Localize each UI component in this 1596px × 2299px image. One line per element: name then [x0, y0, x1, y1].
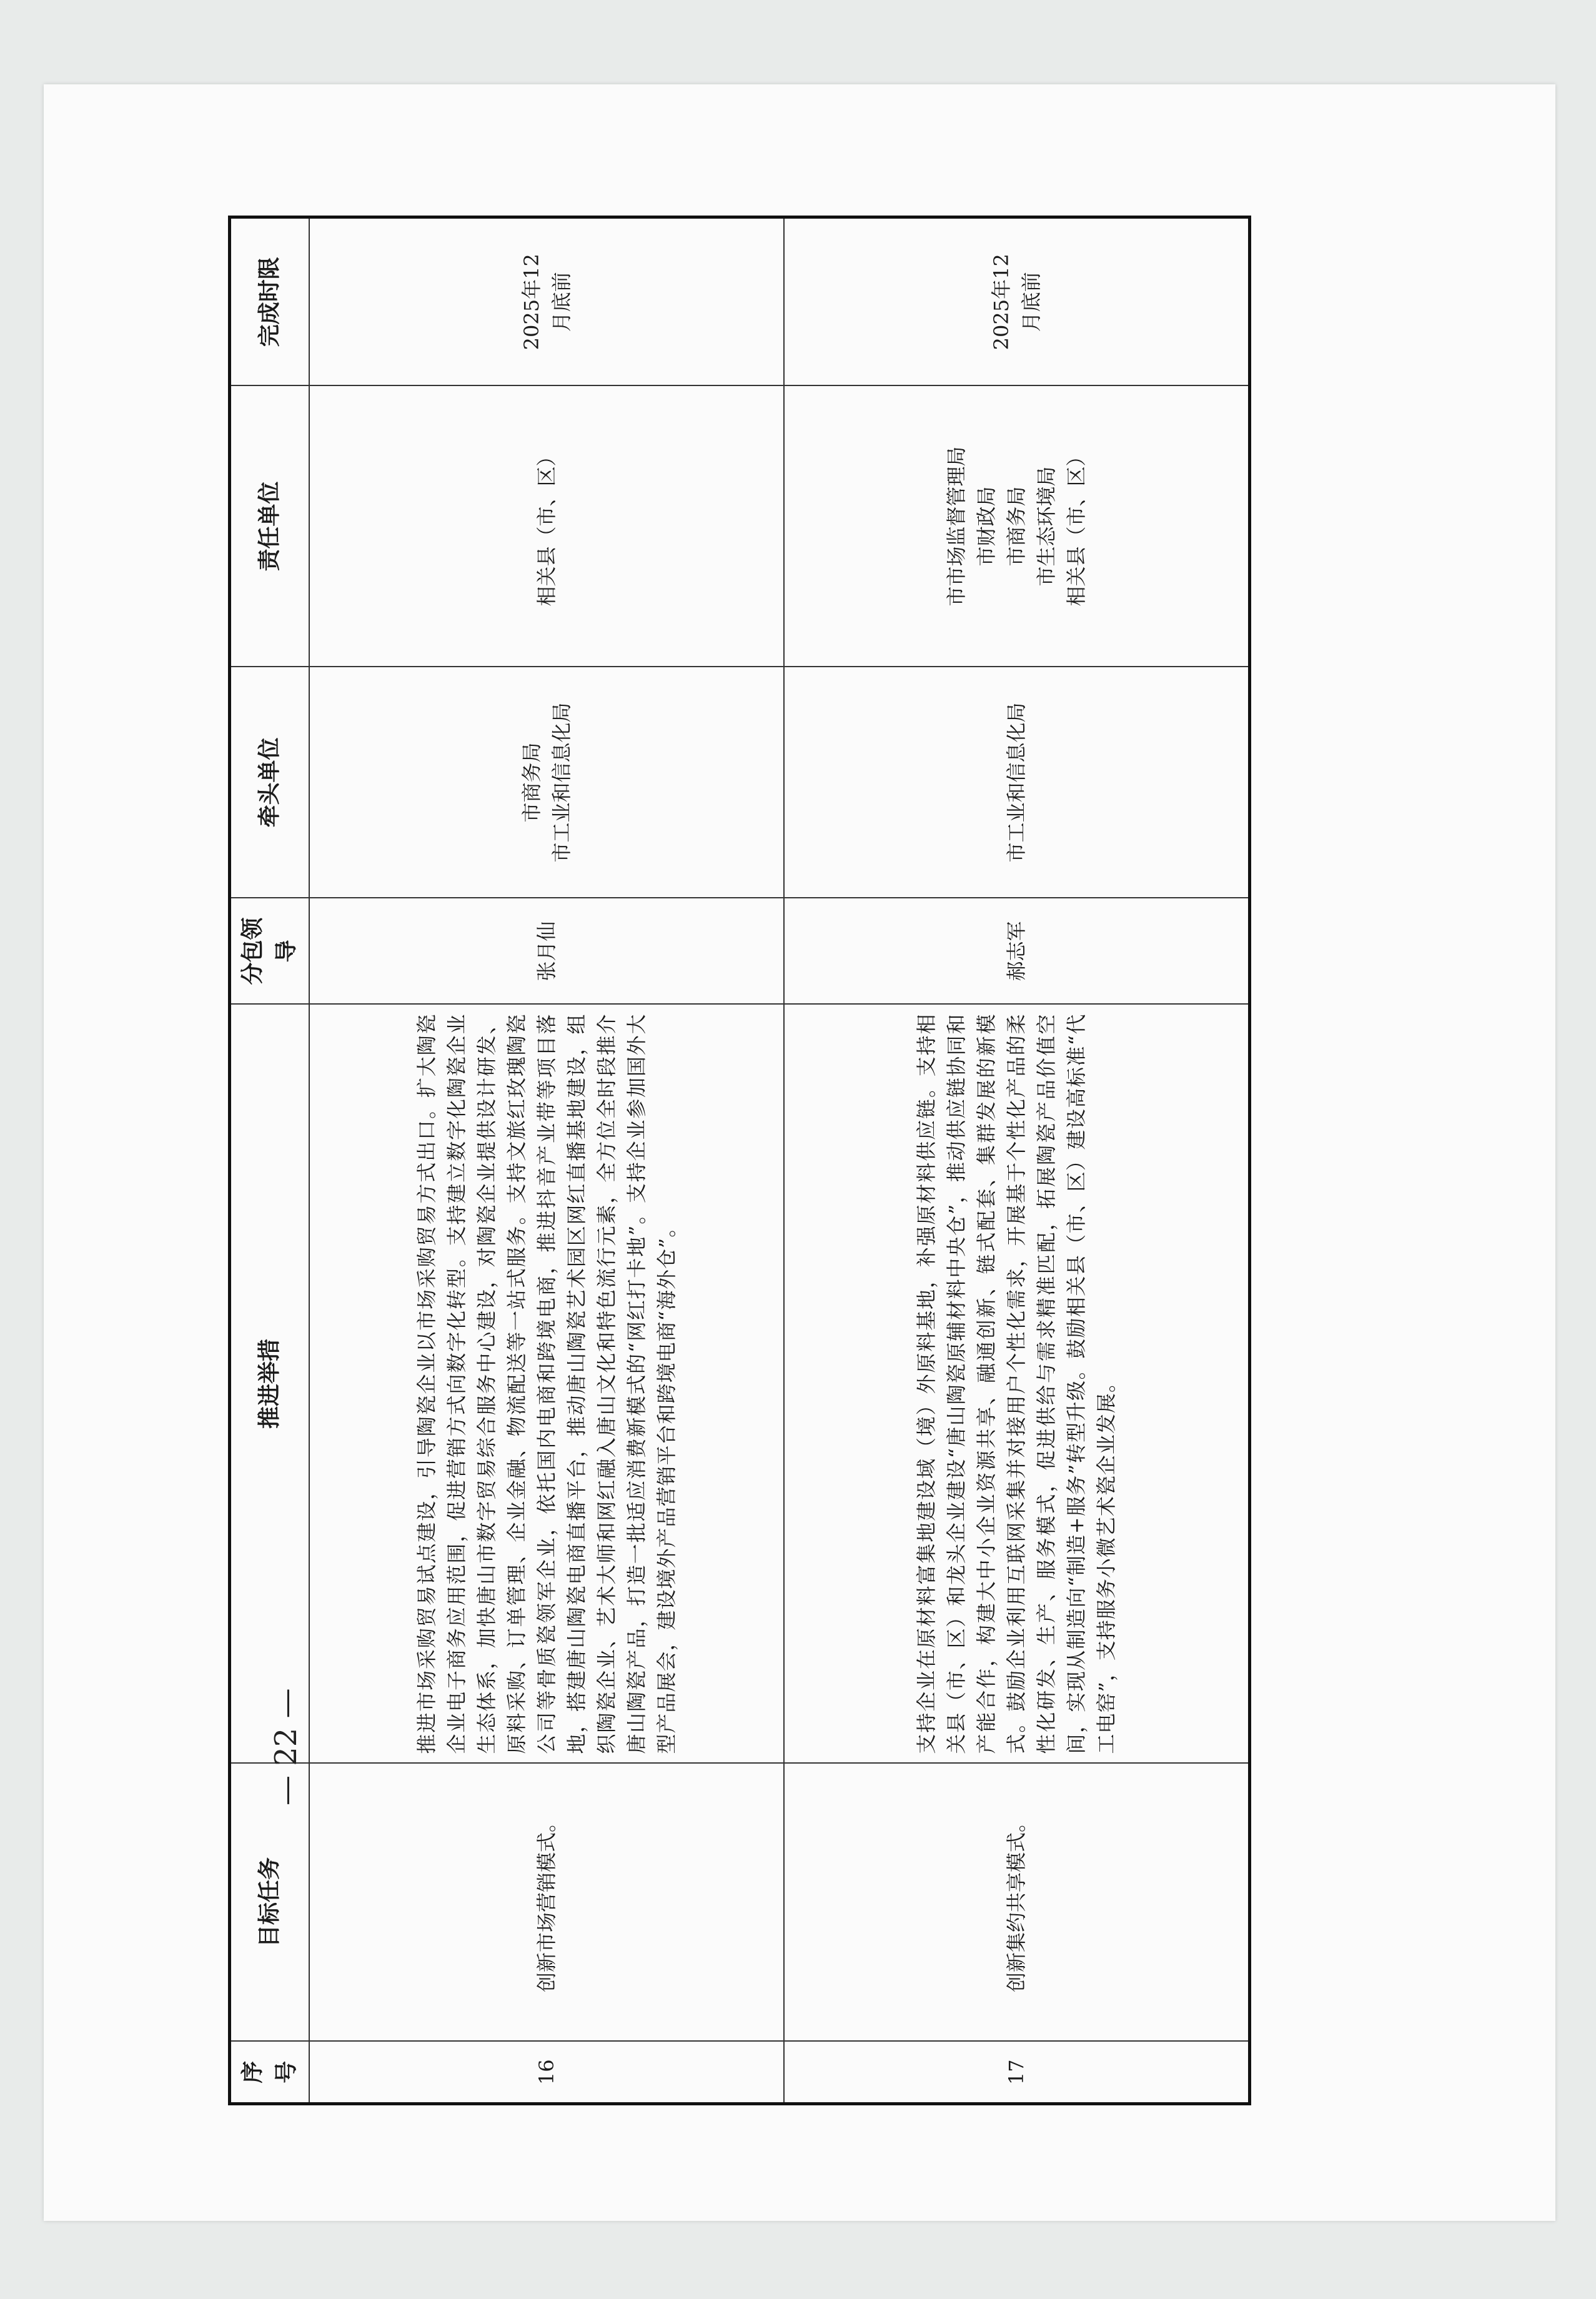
row-no: 16 — [309, 2042, 784, 2104]
deadline-line: 2025年12 — [989, 254, 1013, 350]
deadline-line: 月底前 — [1019, 272, 1043, 332]
header-measures: 推进举措 — [230, 1005, 310, 1764]
lead-unit: 市工业和信息化局 — [550, 702, 573, 863]
row-measures: 推进市场采购贸易试点建设，引导陶瓷企业以市场采购贸易方式出口。扩大陶瓷企业电子商务应用范围，促进营销方式向数字化转型。支持建立数字化陶瓷企业生态体系，加快唐山市数字贸易综合服务中心建设，对陶瓷企业提供设计研发、原料采购、订单管理、企业金融、物流配送等一站式服务。支持文旅红玫瑰陶瓷公司等骨质瓷领军企业，依托国内电商和跨境电商，推进抖音产业带等项目落地，搭建唐山陶瓷电商直播平台，推动唐山陶瓷艺术园区网红直播基地建设，组织陶瓷企业、艺术大师和网红融入唐山文化和特色流行元素，全方位全时段推介唐山陶瓷产品，打造一批适应消费新模式的“网红打卡地”。支持企业参加国外大型产品展会，建设境外产品营销平台和跨境电商“海外仓”。 — [309, 1005, 784, 1764]
table-row — [784, 217, 1249, 2104]
header-lead-unit: 牵头单位 — [230, 667, 310, 898]
deadline-line: 月底前 — [550, 272, 573, 332]
row-leader: 郝志军 — [784, 898, 1249, 1005]
row-measures: 支持企业在原材料富集地建设域（境）外原料基地，补强原材料供应链。支持相关县（市、区）和龙头企业建设“唐山陶瓷原辅材料中央仓”，推动供应链协同和产能合作，构建大中小企业资源共享、融通创新、链式配套、集群发展的新模式。鼓励企业利用互联网采集并对接用户个性化需求，开展基于个性化产品的柔性化研发、生产、服务模式，促进供给与需求精准匹配，拓展陶瓷产品价值空间，实现从制造向“制造+服务”转型升级。鼓励相关县（市、区）建设高标准“代工电窑”，支持服务小微艺术瓷企业发展。 — [784, 1005, 1249, 1764]
row-no: 17 — [784, 2042, 1249, 2104]
header-resp-unit: 责任单位 — [230, 386, 310, 667]
resp-unit: 相关县（市、区） — [535, 446, 558, 607]
row-lead-units — [784, 667, 1249, 898]
row-deadline — [784, 217, 1249, 386]
header-deadline: 完成时限 — [230, 217, 310, 386]
row-goal: 创新集约共享模式。 — [784, 1764, 1249, 2042]
resp-unit: 市生态环境局 — [1034, 466, 1058, 587]
header-leader: 分包领导 — [230, 898, 310, 1005]
row-leader: 张月仙 — [309, 898, 784, 1005]
rotated-table-sheet — [228, 219, 1249, 2105]
row-resp-units — [309, 386, 784, 667]
table-header-row — [230, 217, 310, 2104]
resp-unit: 市财政局 — [974, 486, 998, 567]
row-goal: 创新市场营销模式。 — [309, 1764, 784, 2042]
resp-unit: 市市场监督管理局 — [944, 446, 968, 607]
header-goal: 目标任务 — [230, 1764, 310, 2042]
page-number: — 22 — — [269, 1688, 304, 1805]
task-table — [228, 216, 1251, 2105]
row-deadline — [309, 217, 784, 386]
row-lead-units — [309, 667, 784, 898]
resp-unit: 相关县（市、区） — [1064, 446, 1088, 607]
lead-unit: 市商务局 — [520, 742, 543, 823]
row-resp-units — [784, 386, 1249, 667]
deadline-line: 2025年12 — [520, 254, 543, 350]
table-row — [309, 217, 784, 2104]
header-no: 序号 — [230, 2042, 310, 2104]
resp-unit: 市商务局 — [1004, 486, 1028, 567]
lead-unit: 市工业和信息化局 — [1004, 702, 1028, 863]
